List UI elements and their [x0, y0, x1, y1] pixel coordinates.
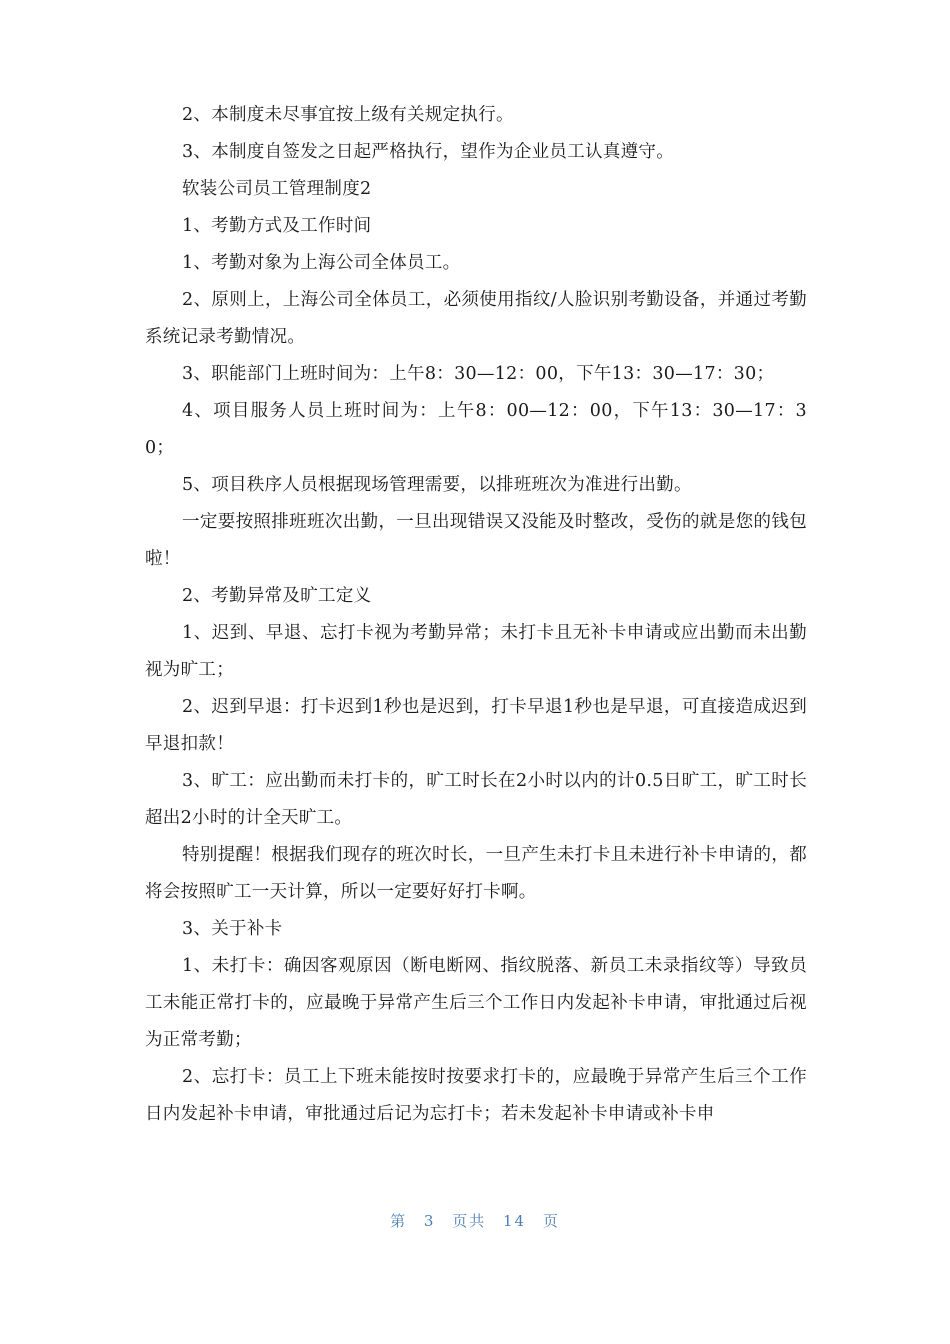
footer-total-pages: 14: [503, 1212, 527, 1230]
footer-label-page: 第: [390, 1212, 408, 1230]
page-footer: [0, 1210, 950, 1231]
paragraph: 1、考勤对象为上海公司全体员工。: [182, 253, 461, 273]
paragraph: 特别提醒！根据我们现存的班次时长，一旦产生未打卡且未进行补卡申请的，都将会按照旷工一天计算，所以一定要好好打卡啊。: [145, 845, 807, 902]
paragraph: 3、职能部门上班时间为：上午8：30—12：00，下午13：30—17：30；: [182, 364, 775, 384]
paragraph: 一定要按照排班班次出勤，一旦出现错误又没能及时整改，受伤的就是您的钱包啦！: [145, 512, 807, 569]
paragraph: 5、项目秩序人员根据现场管理需要，以排班班次为准进行出勤。: [182, 475, 692, 495]
paragraph: 2、原则上，上海公司全体员工，必须使用指纹/人脸识别考勤设备，并通过考勤系统记录考勤情况。: [145, 290, 807, 347]
section-heading: 1、考勤方式及工作时间: [182, 216, 372, 236]
footer-current-page: 3: [423, 1212, 436, 1230]
section-heading: 2、考勤异常及旷工定义: [182, 586, 372, 606]
footer-label-end: 页: [542, 1212, 560, 1230]
paragraph: 2、忘打卡：员工上下班未能按时按要求打卡的，应最晚于异常产生后三个工作日内发起补卡申请，审批通过后记为忘打卡；若未发起补卡申请或补卡申: [145, 1067, 807, 1124]
section-title: 软装公司员工管理制度2: [182, 179, 372, 199]
paragraph: 1、迟到、早退、忘打卡视为考勤异常；未打卡且无补卡申请或应出勤而未出勤视为旷工；: [145, 623, 807, 680]
document-body: [145, 97, 807, 1133]
paragraph: 3、旷工：应出勤而未打卡的，旷工时长在2小时以内的计0.5日旷工，旷工时长超出2小时的计全天旷工。: [145, 771, 807, 828]
paragraph: 2、本制度未尽事宜按上级有关规定执行。: [182, 105, 514, 125]
paragraph: 1、未打卡：确因客观原因（断电断网、指纹脱落、新员工未录指纹等）导致员工未能正常打卡的，应最晚于异常产生后三个工作日内发起补卡申请，审批通过后视为正常考勤；: [145, 956, 807, 1050]
paragraph: 4、项目服务人员上班时间为：上午8：00—12：00，下午13：30—17：30；: [145, 401, 807, 458]
footer-label-of: 页共: [452, 1212, 487, 1230]
section-heading: 3、关于补卡: [182, 919, 283, 939]
paragraph: 3、本制度自签发之日起严格执行，望作为企业员工认真遵守。: [182, 142, 675, 162]
paragraph: 2、迟到早退：打卡迟到1秒也是迟到，打卡早退1秒也是早退，可直接造成迟到早退扣款！: [145, 697, 807, 754]
